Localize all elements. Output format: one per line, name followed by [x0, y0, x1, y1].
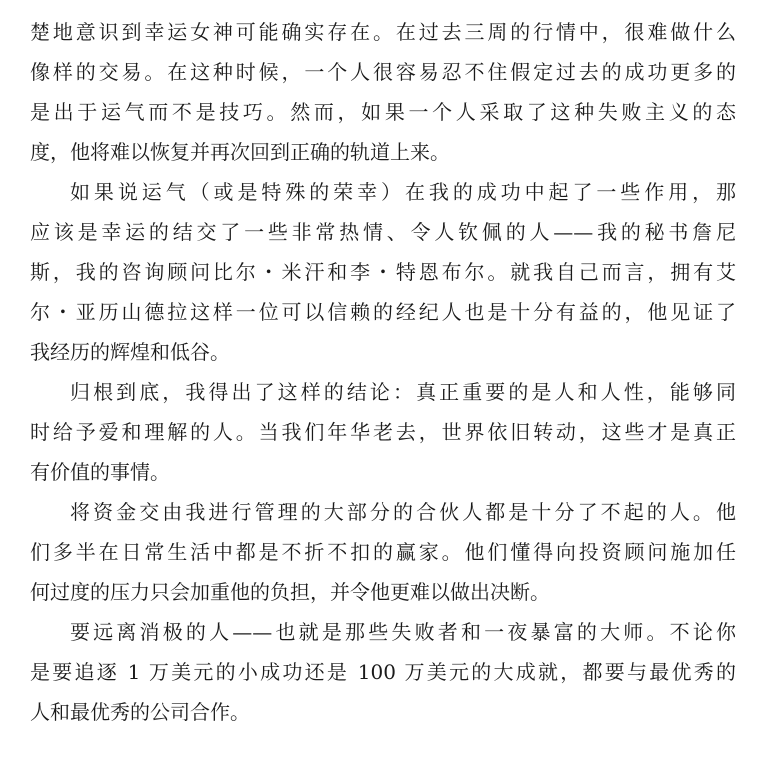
text-line: 尔・亚历山德拉这样一位可以信赖的经纪人也是十分有益的，他见证了 — [30, 300, 736, 324]
text-line: 像样的交易。在这种时候，一个人很容易忍不住假定过去的成功更多的 — [30, 60, 736, 84]
paragraph-2 — [30, 172, 736, 372]
text-line: 归根到底，我得出了这样的结论：真正重要的是人和人性，能够同 — [70, 380, 736, 404]
text-line: 们多半在日常生活中都是不折不扣的赢家。他们懂得向投资顾问施加任 — [30, 540, 736, 564]
text-line: 我经历的辉煌和低谷。 — [30, 340, 230, 364]
text-line: 有价值的事情。 — [30, 460, 170, 484]
text-line: 斯，我的咨询顾问比尔・米汗和李・特恩布尔。就我自己而言，拥有艾 — [30, 260, 736, 284]
text-line: 应该是幸运的结交了一些非常热情、令人钦佩的人——我的秘书詹尼 — [30, 220, 736, 244]
text-line: 楚地意识到幸运女神可能确实存在。在过去三周的行情中，很难做什么 — [30, 20, 736, 44]
text-line: 如果说运气（或是特殊的荣幸）在我的成功中起了一些作用，那 — [70, 180, 736, 204]
text-line: 度，他将难以恢复并再次回到正确的轨道上来。 — [30, 140, 450, 164]
text-line: 将资金交由我进行管理的大部分的合伙人都是十分了不起的人。他 — [70, 500, 736, 524]
paragraph-3 — [30, 372, 736, 492]
document-page — [30, 12, 736, 732]
text-line: 是要追逐 1 万美元的小成功还是 100 万美元的大成就，都要与最优秀的 — [30, 660, 736, 684]
paragraph-1 — [30, 12, 736, 172]
paragraph-5 — [30, 612, 736, 732]
text-line: 人和最优秀的公司合作。 — [30, 700, 250, 724]
text-line: 时给予爱和理解的人。当我们年华老去，世界依旧转动，这些才是真正 — [30, 420, 736, 444]
text-line: 是出于运气而不是技巧。然而，如果一个人采取了这种失败主义的态 — [30, 100, 736, 124]
paragraph-4 — [30, 492, 736, 612]
text-line: 要远离消极的人——也就是那些失败者和一夜暴富的大师。不论你 — [70, 620, 736, 644]
text-line: 何过度的压力只会加重他的负担，并令他更难以做出决断。 — [30, 580, 550, 604]
